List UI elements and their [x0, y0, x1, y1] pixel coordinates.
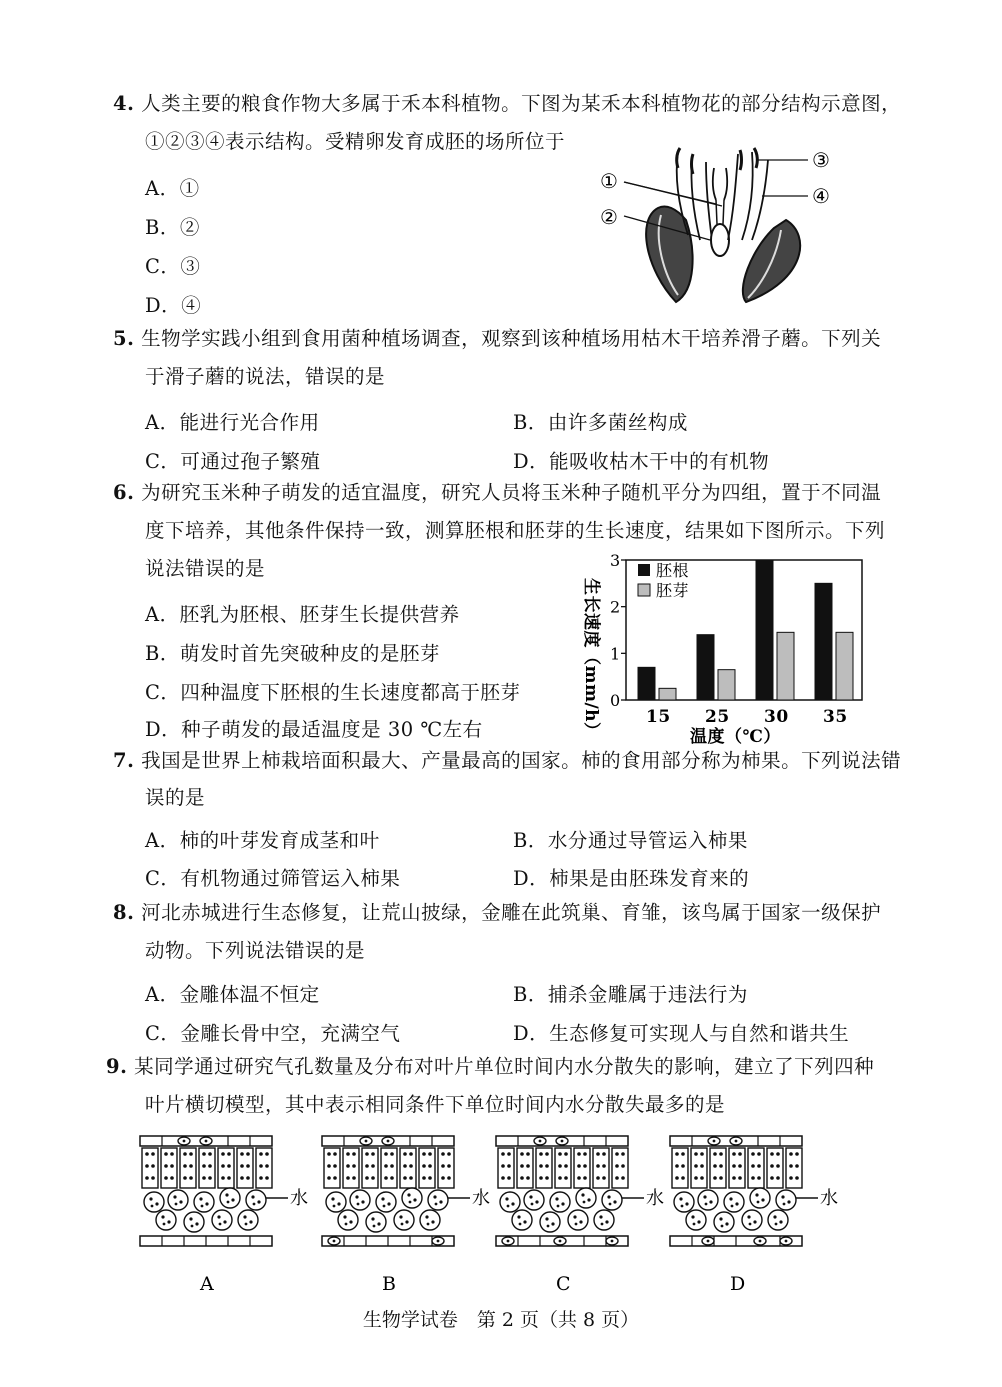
option-c[interactable]: C．③ — [145, 255, 201, 278]
question-text: 河北赤城进行生态修复，让荒山披绿，金雕在此筑巢、育雏，该鸟属于国家一级保护 — [141, 901, 882, 924]
option-d[interactable]: D．生态修复可实现人与自然和谐共生 — [513, 1022, 850, 1045]
question-text: ①②③④表示结构。受精卵发育成胚的场所位于 — [145, 130, 566, 153]
question-number: 8. — [113, 901, 135, 924]
legend-swatch-root — [638, 564, 650, 576]
option-d[interactable]: D．能吸收枯木干中的有机物 — [513, 450, 770, 473]
bar-root-30 — [756, 560, 773, 700]
x-tick-label: 25 — [705, 707, 730, 727]
question-text: 动物。下列说法错误的是 — [145, 939, 366, 962]
x-tick-label: 15 — [646, 707, 671, 727]
option-b[interactable]: B．萌发时首先突破种皮的是胚芽 — [145, 642, 440, 665]
option-d[interactable]: D．种子萌发的最适温度是 30 ℃左右 — [145, 718, 483, 741]
y-axis-label: 生长速度（mm/h） — [581, 578, 601, 740]
option-d[interactable]: D．④ — [145, 294, 202, 317]
option-b[interactable]: B．捕杀金雕属于违法行为 — [513, 983, 748, 1006]
option-b[interactable]: B．由许多菌丝构成 — [513, 411, 688, 434]
label-2: ② — [600, 205, 619, 229]
leaf-model-a[interactable] — [138, 1132, 328, 1297]
x-axis-label: 温度（℃） — [690, 727, 781, 746]
water-label: 水 — [290, 1188, 308, 1209]
question-number: 9. — [106, 1055, 128, 1078]
water-label: 水 — [646, 1188, 664, 1209]
y-tick-label: 0 — [610, 691, 621, 710]
bar-bud-15 — [659, 688, 676, 700]
question-number: 5. — [113, 327, 135, 350]
question-text: 生物学实践小组到食用菌种植场调查，观察到该种植场用枯木干培养滑子蘑。下列关 — [141, 327, 882, 350]
option-c[interactable]: C．有机物通过筛管运入柿果 — [145, 867, 401, 890]
model-letter: B — [382, 1273, 396, 1295]
water-label: 水 — [820, 1188, 838, 1209]
option-a[interactable]: A．胚乳为胚根、胚芽生长提供营养 — [145, 603, 460, 626]
question-text: 误的是 — [145, 786, 206, 809]
water-label: 水 — [472, 1188, 490, 1209]
question-text: 我国是世界上柿栽培面积最大、产量最高的国家。柿的食用部分称为柿果。下列说法错 — [141, 749, 902, 772]
leaf-model-d[interactable] — [668, 1132, 858, 1297]
legend-root: 胚根 — [656, 561, 690, 580]
question-text: 叶片横切模型，其中表示相同条件下单位时间内水分散失最多的是 — [145, 1093, 726, 1116]
model-letter: A — [200, 1273, 214, 1295]
question-number: 4. — [113, 92, 135, 115]
question-text: 某同学通过研究气孔数量及分布对叶片单位时间内水分散失的影响，建立了下列四种 — [134, 1055, 875, 1078]
ovary — [711, 224, 729, 256]
bar-root-25 — [697, 635, 714, 700]
y-tick-label: 1 — [610, 644, 621, 664]
x-tick-label: 35 — [823, 707, 848, 727]
legend — [638, 561, 689, 600]
bar-bud-35 — [836, 632, 853, 700]
grass-flower-figure — [596, 140, 846, 305]
leaf-model-b[interactable] — [320, 1132, 510, 1297]
question-text: 为研究玉米种子萌发的适宜温度，研究人员将玉米种子随机平分为四组，置于不同温 — [141, 481, 882, 504]
leaf-model-c[interactable] — [494, 1132, 684, 1297]
option-d[interactable]: D．柿果是由胚珠发育来的 — [513, 867, 750, 890]
question-text: 于滑子蘑的说法，错误的是 — [145, 365, 386, 388]
bar-bud-30 — [777, 632, 794, 700]
y-tick-label: 2 — [610, 597, 621, 617]
question-text: 度下培养，其他条件保持一致，测算胚根和胚芽的生长速度，结果如下图所示。下列 — [145, 519, 886, 542]
option-a[interactable]: A．① — [145, 177, 200, 200]
label-3: ③ — [812, 148, 831, 172]
bar-root-35 — [815, 583, 832, 700]
left-glume — [646, 207, 692, 303]
option-c[interactable]: C．可通过孢子繁殖 — [145, 450, 321, 473]
growth-rate-chart — [566, 548, 886, 746]
option-a[interactable]: A．能进行光合作用 — [145, 411, 320, 434]
legend-swatch-bud — [638, 584, 650, 596]
option-b[interactable]: B．水分通过导管运入柿果 — [513, 829, 748, 852]
page-footer: 生物学试卷 第 2 页（共 8 页） — [362, 1309, 640, 1331]
bar-bud-25 — [718, 670, 735, 700]
option-c[interactable]: C．四种温度下胚根的生长速度都高于胚芽 — [145, 681, 521, 704]
model-letter: C — [556, 1273, 571, 1295]
option-a[interactable]: A．金雕体温不恒定 — [145, 983, 320, 1006]
question-number: 6. — [113, 481, 135, 504]
y-tick-label: 3 — [610, 551, 621, 570]
option-a[interactable]: A．柿的叶芽发育成茎和叶 — [145, 829, 380, 852]
label-1: ① — [600, 169, 619, 193]
legend-bud: 胚芽 — [656, 581, 690, 600]
question-text: 人类主要的粮食作物大多属于禾本科植物。下图为某禾本科植物花的部分结构示意图， — [141, 92, 902, 115]
option-c[interactable]: C．金雕长骨中空，充满空气 — [145, 1022, 401, 1045]
question-number: 7. — [113, 749, 135, 772]
bar-root-15 — [638, 667, 655, 700]
option-b[interactable]: B．② — [145, 216, 200, 239]
question-text: 说法错误的是 — [145, 557, 266, 580]
label-4: ④ — [812, 184, 831, 208]
model-letter: D — [730, 1273, 746, 1295]
x-tick-label: 30 — [764, 707, 789, 727]
